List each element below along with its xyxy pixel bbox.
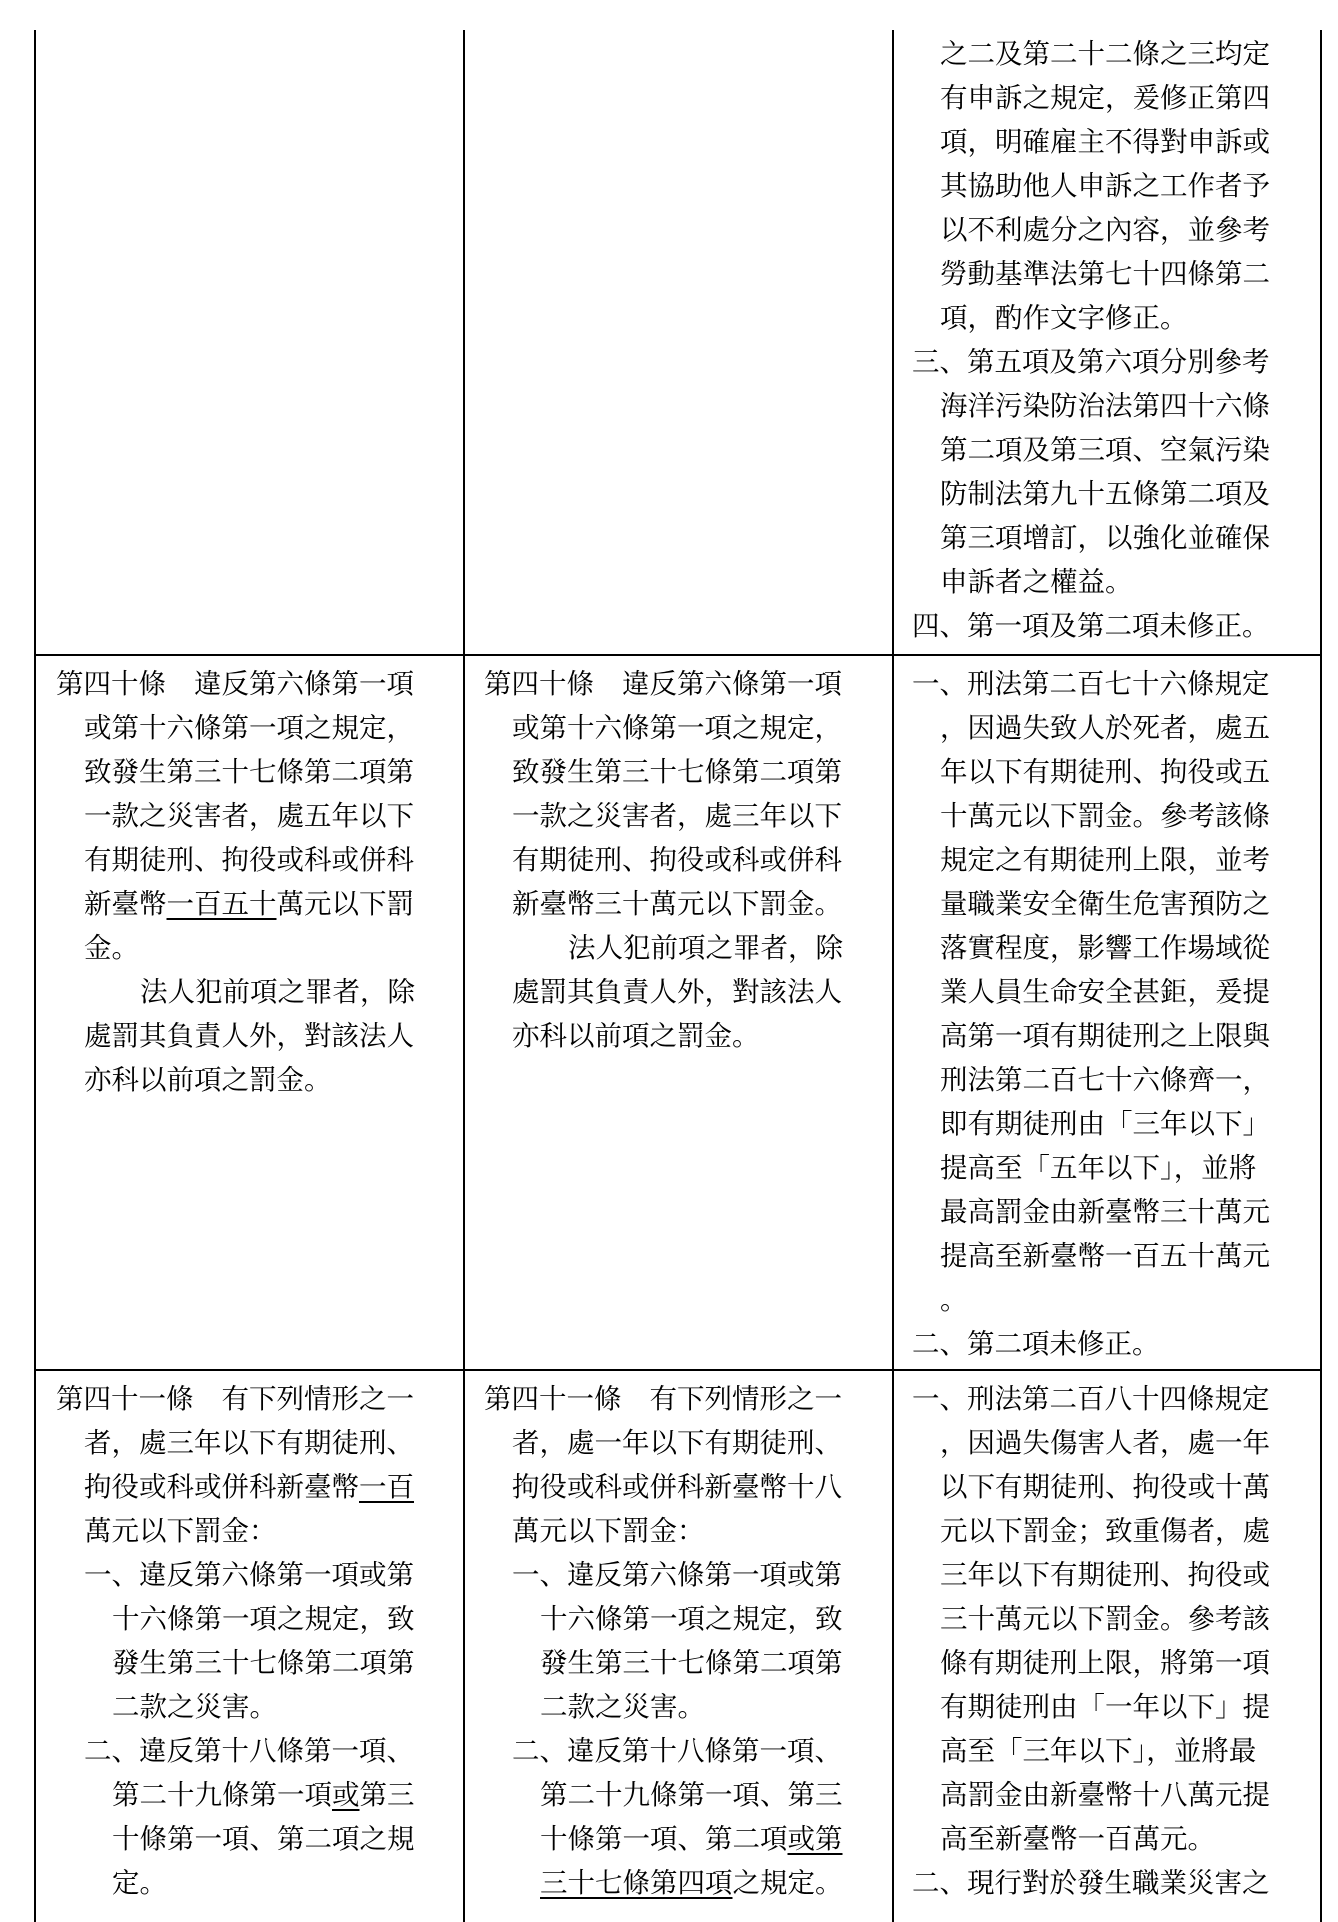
text-line: 二、違反第十八條第一項、: [84, 1735, 414, 1767]
article41-amended-item1: [56, 1553, 454, 1729]
text-fragment: 拘役或科或併科新臺幣: [84, 1471, 359, 1503]
text-line: 十六條第一項之規定，致: [112, 1603, 415, 1635]
text-line: 最高罰金由新臺幣三十萬元: [940, 1196, 1270, 1228]
text-line: 刑法第二百七十六條齊一，: [940, 1064, 1270, 1096]
text-line: 條有期徒刑上限，將第一項: [940, 1647, 1270, 1679]
article40-amended-text: [56, 662, 454, 1102]
text-line: 三、第五項及第六項分別參考: [912, 346, 1270, 378]
text-line: ，因過失傷害人者，處一年: [940, 1427, 1270, 1459]
text-line: 落實程度，影響工作場域從: [940, 932, 1270, 964]
text-fragment: 十條第一項、第二項: [540, 1823, 788, 1855]
article41-amended-text: [56, 1377, 454, 1905]
text-line: 有期徒刑、拘役或科或併科: [84, 844, 414, 876]
text-fragment: 第四項: [650, 1867, 733, 1899]
article40-explanation: [912, 662, 1312, 1366]
text-line: 提高至「五年以下」，並將: [940, 1152, 1257, 1184]
text-line: 二、現行對於發生職業災害之: [912, 1867, 1270, 1899]
text-line: 有下列情形之一: [649, 1383, 842, 1415]
article41-current-item1: [484, 1553, 882, 1729]
text-line: 者，處三年以下有期徒刑、: [84, 1427, 414, 1459]
text-line: 金。: [84, 932, 139, 964]
text-line: 定。: [112, 1867, 167, 1899]
text-line: 違反第六條第一項: [194, 668, 414, 700]
row0-item4: [912, 604, 1312, 648]
deleted-word: 或第: [787, 1823, 843, 1855]
text-line: 法人犯前項之罪者，除: [140, 976, 415, 1008]
article40-explanation-item1: [912, 662, 1312, 1322]
text-line: 四、第一項及第二項未修正。: [912, 610, 1270, 642]
text-fragment: 萬元以下罰: [276, 888, 414, 920]
amended-amount: 一百: [359, 1471, 414, 1503]
text-line: 一、刑法第二百七十六條規定: [912, 668, 1270, 700]
text-line: 致發生第三十七條第二項第: [84, 756, 414, 788]
text-fragment: 之規定。: [732, 1867, 843, 1899]
article40-current-para1: [484, 662, 882, 926]
text-line: 第三項增訂，以強化並確保: [940, 522, 1270, 554]
text-line: 一、刑法第二百八十四條規定: [912, 1383, 1270, 1415]
article40-amended-para1: [56, 662, 454, 970]
text-line: 其協助他人申訴之工作者予: [940, 170, 1270, 202]
text-line: 致發生第三十七條第二項第: [512, 756, 842, 788]
row-divider-2: [34, 1369, 1322, 1371]
text-line: 即有期徒刑由「三年以下」: [940, 1108, 1270, 1140]
text-line: 業人員生命安全甚鉅，爰提: [940, 976, 1270, 1008]
text-line: 二、第二項未修正。: [912, 1328, 1160, 1360]
text-line: 第二項及第三項、空氣污染: [940, 434, 1270, 466]
article40-amended-para2: [56, 970, 454, 1102]
text-line: 申訴者之權益。: [940, 566, 1133, 598]
text-line: 高至「三年以下」，並將最: [940, 1735, 1257, 1767]
text-line: 項，酌作文字修正。: [940, 302, 1188, 334]
text-line: 有期徒刑、拘役或科或併科: [512, 844, 842, 876]
text-line: 二款之災害。: [112, 1691, 277, 1723]
text-line: 海洋污染防治法第四十六條: [940, 390, 1270, 422]
text-line: 以不利處分之內容，並參考: [940, 214, 1270, 246]
text-line: 第二十九條第一項、第三: [540, 1779, 843, 1811]
text-line: 亦科以前項之罰金。: [84, 1064, 332, 1096]
table-border-left: [34, 30, 36, 1922]
article41-current-text: [484, 1377, 882, 1905]
table-border-right: [1320, 30, 1322, 1922]
text-line: 量職業安全衛生危害預防之: [940, 888, 1270, 920]
text-line: 處罰其負責人外，對該法人: [84, 1020, 414, 1052]
text-line: 二款之災害。: [540, 1691, 705, 1723]
text-line: 處罰其負責人外，對該法人: [512, 976, 842, 1008]
text-line: 萬元以下罰金：: [512, 1515, 705, 1547]
article41-explanation-item2: [912, 1861, 1312, 1905]
text-line: 一、違反第六條第一項或第: [84, 1559, 414, 1591]
text-line: 發生第三十七條第二項第: [112, 1647, 415, 1679]
text-line: 拘役或科或併科新臺幣十八: [512, 1471, 842, 1503]
text-line: 法人犯前項之罪者，除: [568, 932, 843, 964]
row0-item2-continuation: [912, 32, 1312, 340]
deleted-word: 三十七條: [540, 1867, 650, 1899]
article41-amended-intro: [56, 1377, 454, 1553]
text-line: 之二及第二十二條之三均定: [940, 38, 1270, 70]
article41-current-item2: [484, 1729, 882, 1905]
text-line: 亦科以前項之罰金。: [512, 1020, 760, 1052]
text-line: 有申訴之規定，爰修正第四: [940, 82, 1270, 114]
text-line: 發生第三十七條第二項第: [540, 1647, 843, 1679]
text-line: 萬元以下罰金：: [84, 1515, 277, 1547]
text-fragment: 第三: [359, 1779, 415, 1811]
text-line: 十六條第一項之規定，致: [540, 1603, 843, 1635]
text-line: 高罰金由新臺幣十八萬元提: [940, 1779, 1270, 1811]
article-number: 第四十一條: [56, 1383, 194, 1415]
article41-amended-item2: [56, 1729, 454, 1905]
text-line: 一、違反第六條第一項或第: [512, 1559, 842, 1591]
text-line: 十萬元以下罰金。參考該條: [940, 800, 1270, 832]
text-fragment: 第二十九條第一項: [112, 1779, 332, 1811]
text-line: 以下有期徒刑、拘役或十萬: [940, 1471, 1270, 1503]
text-line: 一款之災害者，處三年以下: [512, 800, 842, 832]
text-line: 勞動基準法第七十四條第二: [940, 258, 1270, 290]
article-number: 第四十一條: [484, 1383, 622, 1415]
text-line: 提高至新臺幣一百五十萬元: [940, 1240, 1270, 1272]
text-line: 年以下有期徒刑、拘役或五: [940, 756, 1270, 788]
article41-explanation-item1: [912, 1377, 1312, 1861]
row0-item3: [912, 340, 1312, 604]
text-line: 高第一項有期徒刑之上限與: [940, 1020, 1270, 1052]
text-line: 一款之災害者，處五年以下: [84, 800, 414, 832]
column-divider-1: [463, 30, 465, 1922]
text-line: 三年以下有期徒刑、拘役或: [940, 1559, 1270, 1591]
text-line: 項，明確雇主不得對申訴或: [940, 126, 1270, 158]
text-line: 三十萬元以下罰金。參考該: [940, 1603, 1270, 1635]
article41-current-intro: [484, 1377, 882, 1553]
article41-explanation: [912, 1377, 1312, 1905]
article-number: 第四十條: [484, 668, 594, 700]
text-line: ，因過失致人於死者，處五: [940, 712, 1270, 744]
article40-current-text: [484, 662, 882, 1058]
article40-current-para2: [484, 926, 882, 1058]
amended-word: 或: [332, 1779, 360, 1811]
text-line: 高至新臺幣一百萬元。: [940, 1823, 1215, 1855]
text-line: 有下列情形之一: [221, 1383, 414, 1415]
text-fragment: 新臺幣: [84, 888, 167, 920]
row-divider-1: [34, 654, 1322, 656]
row0-explanation: [912, 32, 1312, 648]
text-line: 或第十六條第一項之規定，: [512, 712, 842, 744]
text-line: 十條第一項、第二項之規: [112, 1823, 415, 1855]
text-line: 規定之有期徒刑上限，並考: [940, 844, 1270, 876]
text-line: 二、違反第十八條第一項、: [512, 1735, 842, 1767]
text-line: 元以下罰金；致重傷者，處: [940, 1515, 1270, 1547]
text-line: 有期徒刑由「一年以下」提: [940, 1691, 1270, 1723]
article-number: 第四十條: [56, 668, 166, 700]
column-divider-2: [892, 30, 894, 1922]
text-line: 者，處一年以下有期徒刑、: [512, 1427, 842, 1459]
text-line: 違反第六條第一項: [622, 668, 842, 700]
text-line: 新臺幣三十萬元以下罰金。: [512, 888, 842, 920]
amended-amount: 一百五十: [166, 888, 277, 920]
text-line: 防制法第九十五條第二項及: [940, 478, 1270, 510]
text-line: 或第十六條第一項之規定，: [84, 712, 414, 744]
text-line: 。: [940, 1284, 968, 1316]
article40-explanation-item2: [912, 1322, 1312, 1366]
